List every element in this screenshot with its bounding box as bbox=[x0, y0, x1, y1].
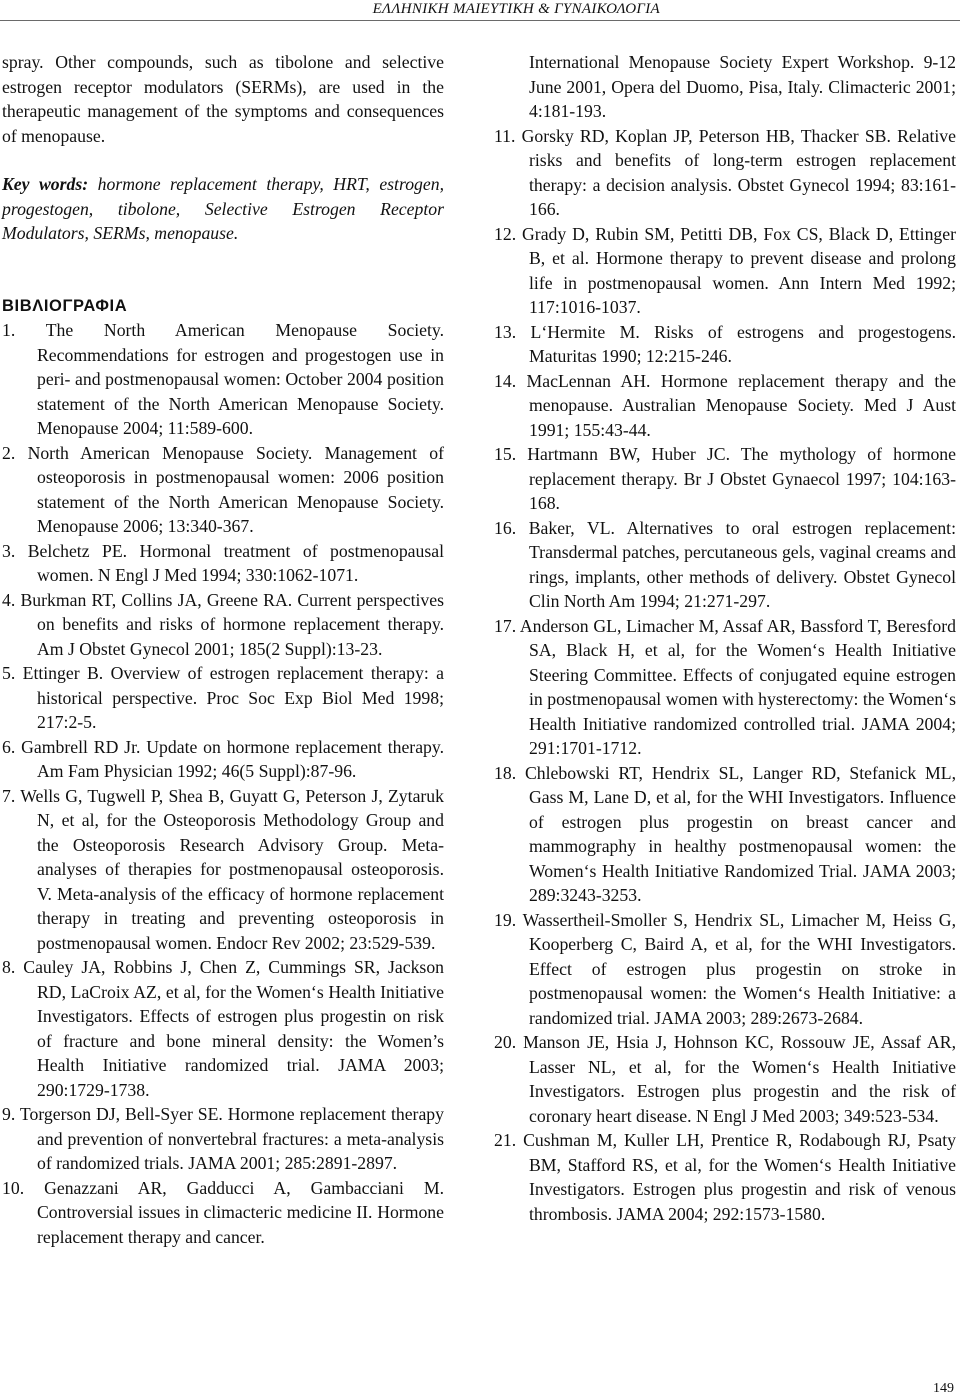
reference-item bbox=[494, 761, 956, 908]
reference-number: 4. bbox=[2, 589, 16, 610]
reference-item bbox=[2, 318, 444, 441]
reference-item bbox=[2, 539, 444, 588]
references-list-right bbox=[494, 124, 956, 1227]
reference-text: Burkman RT, Collins JA, Greene RA. Current perspectives on benefits and risks of hormone replacement therapy. Am J Obstet Gynecol 2001; 185(2 Suppl):13-23. bbox=[20, 589, 444, 659]
references-heading: ΒΙΒΛΙΟΓΡΑΦΙΑ bbox=[2, 296, 128, 315]
header-divider bbox=[0, 20, 960, 21]
reference-item bbox=[2, 955, 444, 1102]
right-column bbox=[494, 50, 956, 1226]
reference-item bbox=[494, 124, 956, 222]
reference-item bbox=[494, 222, 956, 320]
reference-item bbox=[2, 1176, 444, 1250]
left-column bbox=[2, 50, 444, 1249]
reference-number: 12. bbox=[494, 223, 517, 244]
reference-item bbox=[2, 441, 444, 539]
reference-item bbox=[2, 784, 444, 956]
reference-text: Baker, VL. Alternatives to oral estrogen replacement: Transdermal patches, percutaneous gels, vaginal creams and rings, implants, other methods of delivery. Obstet Gynecol Clin North Am 1994; 21:271-297. bbox=[528, 517, 957, 611]
reference-text: Belchetz PE. Hormonal treatment of postmenopausal women. N Engl J Med 1994; 330:1062-1071. bbox=[27, 540, 445, 585]
reference-text: The North American Menopause Society. Recommendations for estrogen and progestogen use in peri- and postmenopausal women: October 2004 position statement of the North American Menopause Society. Menopause 2004; 11:589-600. bbox=[37, 320, 444, 438]
reference-text: Gorsky RD, Koplan JP, Peterson HB, Thacker SB. Relative risks and benefits of long-term estrogen replacement therapy: a decision analysis. Obstet Gynecol 1994; 83:161-166. bbox=[521, 125, 957, 219]
reference-item bbox=[2, 1102, 444, 1176]
reference-number: 7. bbox=[2, 785, 16, 806]
reference-item bbox=[494, 614, 956, 761]
reference-number: 8. bbox=[2, 957, 16, 977]
reference-number: 3. bbox=[2, 540, 16, 561]
reference-text: Cauley JA, Robbins J, Chen Z, Cummings SR, Jackson RD, LaCroix AZ, et al, for the Women‘s Health Initiative Investigators. Effects of estrogen plus progestin on risk of fracture and bone mineral density: the Women’s Health Initiative randomized trial. JAMA 2003; 290:1729-1738. bbox=[23, 957, 445, 1100]
reference-number: 11. bbox=[494, 125, 516, 146]
reference-text: Anderson GL, Limacher M, Assaf AR, Bassford T, Beresford SA, Black H, et al, for the Women‘s Health Initiative Steering Committee. Effects of conjugated equine estrogen in postmenopausal women with hysterectomy: the Women‘s Health Initiative randomized controlled trial. JAMA 2004; 291:1701-1712. bbox=[519, 615, 956, 758]
keywords-label: Key words: bbox=[2, 174, 89, 194]
journal-running-header: ΕΛΛΗΝΙΚΗ ΜΑΙΕΥΤΙΚΗ & ΓΥΝΑΙΚΟΛΟΓΙΑ bbox=[372, 1, 660, 17]
reference-item bbox=[2, 588, 444, 662]
reference-number: 17. bbox=[494, 615, 517, 636]
reference-item bbox=[494, 1030, 956, 1128]
reference-number: 13. bbox=[494, 321, 517, 342]
reference-10-continued: International Menopause Society Expert Workshop. 9-12 June 2001, Opera del Duomo, Pisa, Italy. Climacteric 2001; 4:181-193. bbox=[529, 52, 956, 121]
reference-text: L‘Hermite M. Risks of estrogens and progestogens. Maturitas 1990; 12:215-246. bbox=[529, 321, 956, 366]
reference-text: Ettinger B. Overview of estrogen replacement therapy: a historical perspective. Proc Soc Exp Biol Med 1998; 217:2-5. bbox=[22, 663, 445, 732]
reference-number: 18. bbox=[494, 762, 517, 783]
reference-text: Cushman M, Kuller LH, Prentice R, Rodabough RJ, Psaty BM, Stafford RS, et al, for the Women‘s Health Initiative Investigators. Estrogen plus progestin and risk of venous thrombosis. JAMA 2004; 292:1573-1580. bbox=[523, 1130, 956, 1224]
reference-text: Grady D, Rubin SM, Petitti DB, Fox CS, Black D, Ettinger B, et al. Hormone therapy to prevent disease and prolong life in postmenopausal women. Ann Intern Med 1992; 117:1016-1037. bbox=[522, 223, 957, 317]
reference-item bbox=[494, 320, 956, 369]
reference-item bbox=[494, 369, 956, 443]
reference-number: 16. bbox=[494, 517, 517, 538]
reference-number: 15. bbox=[494, 444, 517, 464]
reference-number: 19. bbox=[494, 909, 517, 930]
keywords-text: hormone replacement therapy, HRT, estrogen, progestogen, tibolone, Selective Estrogen Receptor Modulators, SERMs, menopause. bbox=[2, 174, 445, 243]
reference-item bbox=[494, 442, 956, 516]
page-number: 149 bbox=[933, 1381, 954, 1396]
reference-text: Manson JE, Hsia J, Hohnson KC, Rossouw JE, Assaf AR, Lasser NL, et al, for the Women‘s Health Initiative Investigators. Estrogen plus progestin and the risk of coronary heart disease. N Engl J Med 2003; 349:523-534. bbox=[523, 1032, 957, 1126]
reference-text: Wells G, Tugwell P, Shea B, Guyatt G, Peterson J, Zytaruk N, et al, for the Osteoporosis Methodology Group and the Osteoporosis Research Advisory Group. Meta-analyses of therapies for postmenopausal osteoporosis. V. Meta-analysis of the efficacy of hormone replacement therapy in treating and preventing osteoporosis in postmenopausal women. Endocr Rev 2002; 23:529-539. bbox=[20, 785, 444, 953]
reference-number: 1. bbox=[2, 320, 16, 340]
references-list-left bbox=[2, 318, 444, 1249]
reference-text: Genazzani AR, Gadducci A, Gambacciani M. Controversial issues in climacteric medicine II. Hormone replacement therapy and cancer. bbox=[37, 1177, 444, 1247]
reference-text: Wassertheil-Smoller S, Hendrix SL, Limacher M, Heiss G, Kooperberg C, Baird A, et al, for the WHI Investigators. Effect of estrogen plus progestin on stroke in postmenopausal women: the Women‘s Health Initiative: a randomized trial. JAMA 2003; 289:2673-2684. bbox=[522, 909, 956, 1028]
reference-text: Torgerson DJ, Bell-Syer SE. Hormone replacement therapy and prevention of nonvertebral fractures: a meta-analysis of randomized trials. JAMA 2001; 285:2891-2897. bbox=[19, 1104, 444, 1173]
reference-number: 2. bbox=[2, 442, 16, 463]
keywords-paragraph bbox=[2, 172, 444, 246]
reference-item bbox=[2, 735, 444, 784]
reference-number: 5. bbox=[2, 663, 16, 683]
reference-number: 6. bbox=[2, 736, 16, 757]
reference-number: 20. bbox=[494, 1032, 517, 1052]
reference-number: 14. bbox=[494, 370, 517, 391]
reference-text: Chlebowski RT, Hendrix SL, Langer RD, Stefanick ML, Gass M, Lane D, et al, for the WHI Investigators. Influence of estrogen plus progestin on breast cancer and mammography in healthy postmenopausal women: the Women‘s Health Initiative Randomized Trial. JAMA 2003; 289:3243-3253. bbox=[524, 762, 956, 905]
reference-number: 21. bbox=[494, 1130, 517, 1150]
reference-item bbox=[494, 908, 956, 1031]
reference-item bbox=[494, 516, 956, 614]
reference-text: MacLennan AH. Hormone replacement therapy and the menopause. Australian Menopause Society. Med J Aust 1991; 155:43-44. bbox=[526, 370, 956, 440]
reference-text: North American Menopause Society. Management of osteoporosis in postmenopausal women: 2006 position statement of the North American Menopause Society. Menopause 2006; 13:340-367. bbox=[27, 442, 444, 536]
reference-text: Gambrell RD Jr. Update on hormone replacement therapy. Am Fam Physician 1992; 46(5 Suppl):87-96. bbox=[21, 736, 445, 781]
reference-item bbox=[2, 661, 444, 735]
abstract-tail: spray. Other compounds, such as tibolone and selective estrogen receptor modulators (SERMs), are used in the therapeutic management of the symptoms and consequences of menopause. bbox=[2, 52, 444, 146]
reference-item bbox=[494, 1128, 956, 1226]
reference-number: 9. bbox=[2, 1104, 16, 1124]
reference-number: 10. bbox=[2, 1177, 25, 1198]
reference-text: Hartmann BW, Huber JC. The mythology of hormone replacement therapy. Br J Obstet Gynaecol 1997; 104:163-168. bbox=[527, 444, 956, 513]
